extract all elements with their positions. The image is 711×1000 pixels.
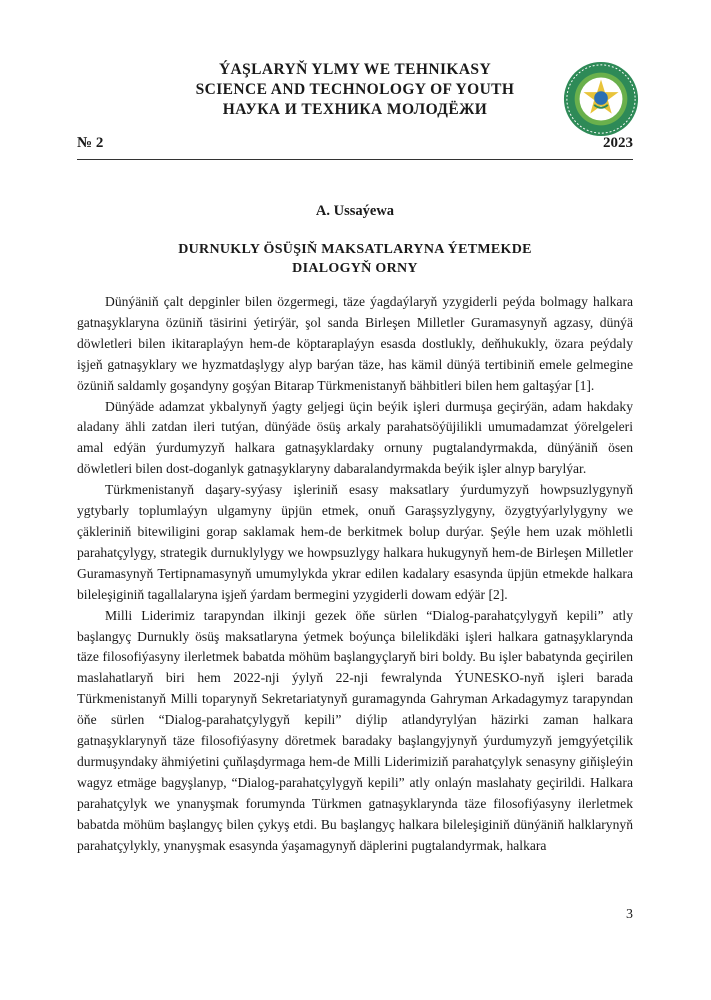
journal-title-english: SCIENCE AND TECHNOLOGY OF YOUTH [195,81,515,98]
article-body [77,292,633,856]
body-paragraph: Türkmenistanyň daşary-syýasy işleriniň esasy maksatlary ýurdumyzyň howpsuzlygynyň ygtybarly toplumlaýyn ulgamyny üpjün etmek, onuň Garaşsyzlygyny, özygtyýarlylygyny we çäkleriniň bitewiligini gorap saklamak hem-de berkitmek bolup durýar. Şeýle hem uzak möhletli parahatçylygy, strategik durnuklylygy we howpsuzlygy halkara hukugynyň hem-de Birleşen Milletler Guramasynyň Tertipnamasynyň umumylykda ykrar edilen kadalary esasynda üpjün etmekde halkara bileleşiginiň tagallalaryna işjeň ýardam bermegini yzygiderli dowam edýär [2]. [77,482,633,602]
article-title-line: DURNUKLY ÖSÜŞIŇ MAKSATLARYNA ÝETMEKDE [178,242,532,257]
issue-year: 2023 [603,135,633,151]
page-number: 3 [626,907,633,922]
journal-header [80,60,630,120]
article-title-line: DIALOGYŇ ORNY [292,261,418,276]
header-divider [77,159,633,160]
journal-title-turkmen: ÝAŞLARYŇ YLMY WE TEHNIKASY [218,61,492,78]
issue-info-row [77,135,633,155]
body-paragraph: Milli Liderimiz tarapyndan ilkinji gezek öňe sürlen “Dialog-parahatçylygyň kepili” atly başlangyç Durnukly ösüş maksatlaryna ýetmek boýunça bilelikdäki işleri halkara gatnaşyklarynda täze filosofiýasyny ilerletmek babatda möhüm başlangyçlaryň biri boldy. Bu işler babatynda geçirilen maslahatlaryň biri hem 2022-nji ýylyň 22-nji fewralynda ÝUNESKO-nyň işleri barada Türkmenistanyň Milli toparynyň Sekretariatynyň guramagynda Gahryman Arkadagymyz tarapyndan öňe sürlen “Dialog-parahatçylygyň kepili” diýlip atlandyrylýan häzirki zaman halkara gatnaşyklarynyň täze filosofiýasyny döretmek baradaky başlangyjynyň ýurdumyzyň jemgyýetçilik durmuşyndaky ähmiýetini çuňlaşdyrmaga hem-de Milli Liderimiziň parahatçylyk senasyny giňişleýin wagyz etmäge bagyşlanyp, “Dialog-parahatçylygyň kepili” atly onlaýn maslahaty geçirildi. Halkara parahatçylyk we ynanyşmak forumynda Türkmen gatnaşyklarynda täze filosofiýasyny ilerletmek babatda möhüm başlangyç bilen çykyş etdi. Bu başlangyç halkara bileleşiginiň dünýäniň halklarynyň parahatçylykly, ynanyşmak esasynda ýaşamagynyň däplerini pugtalandyrmak, halkara [77,607,633,853]
article-title [77,240,633,278]
body-paragraph: Dünýäde adamzat ykbalynyň ýagty geljegi üçin beýik işleri durmuşa geçirýän, adam hakdaky aladany ähli zatdan ileri tutýan, dünýäde ösüş arkaly parahatsöýüjilikli umumadamzat ýörelgeleri amal edýän ýurdumyzyň halkara gatnaşyklardaky ornuny pugtalandyrmakda, dünýäniň ösen döwletleri bilen dost-doganlyk gatnaşyklaryny dabaralandyrmakda beýik işler alnyp barylýar. [77,398,633,477]
issue-number: № 2 [77,135,104,151]
body-paragraph: Dünýäniň çalt depginler bilen özgermegi, täze ýagdaýlaryň yzygiderli peýda bolmagy halkara gatnaşyklaryna özüniň täsirini ýetirýär, şol sanda Birleşen Milletler Guramasynyň agzasy, dünýä döwletleri bilen ikitaraplaýyn hem-de köptaraplaýyn esasda dostlukly, deňhukukly, özara peýdaly işjeň gatnaşyklary we hyzmatdaşlygy alyp barýan täze, has kämil dünýä tertibiniň emele gelmegine özüniň saldamly goşandyny goşýan Bitarap Türkmenistanyň bähbitleri bilen hem galtaşýar [1]. [77,294,633,393]
journal-title-russian: НАУКА И ТЕХНИКА МОЛОДЁЖИ [222,101,488,118]
article-author: A. Ussaýewa [315,203,395,219]
journal-logo-emblem [562,60,640,138]
